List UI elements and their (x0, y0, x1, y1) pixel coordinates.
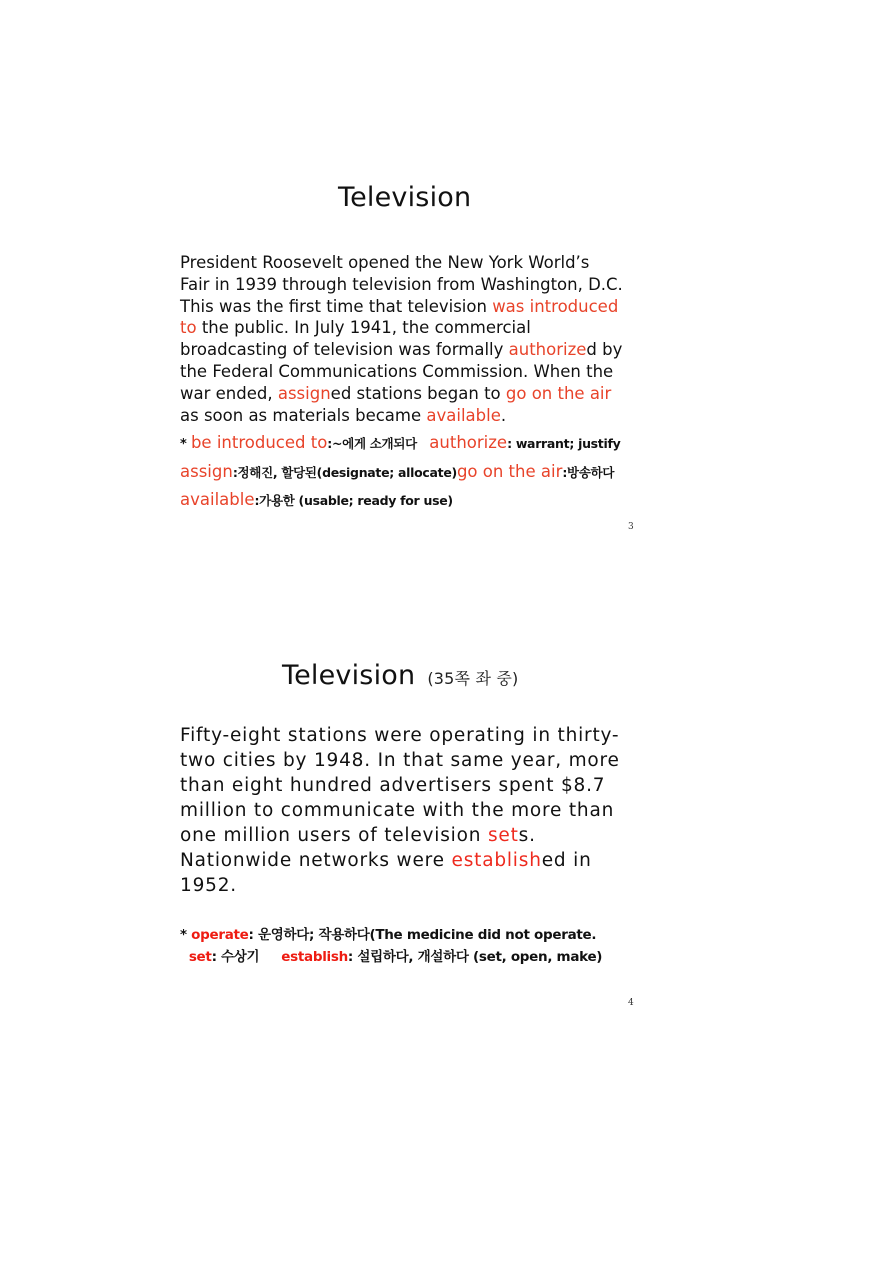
vocabulary-notes (180, 430, 660, 516)
body-line (180, 748, 650, 773)
body-text: Fifty-eight stations were operating in thirty- (180, 725, 620, 746)
vocab-line (180, 946, 660, 968)
slide-4 (0, 560, 893, 1262)
body-line (180, 798, 650, 823)
vocabulary-notes (180, 924, 660, 968)
body-line (180, 848, 650, 873)
highlighted-term: go on the air (505, 383, 612, 403)
highlighted-term: set (487, 825, 519, 846)
highlighted-term: was introduced (492, 296, 619, 316)
slide-body (180, 252, 640, 426)
body-text: the public. In July 1941, the commercial (196, 318, 531, 338)
highlighted-term: establish (451, 850, 542, 871)
bullet-star: * (180, 437, 187, 452)
body-text: President Roosevelt opened the New York World’s (180, 253, 590, 272)
vocab-definition: :~에게 소개되다 (327, 436, 417, 451)
slide-title: Television (338, 182, 472, 213)
vocab-term: establish (281, 949, 348, 965)
body-text: the Federal Communications Commission. When the (180, 361, 614, 381)
vocab-term: operate (191, 927, 249, 943)
body-text: million to communicate with the more than (180, 800, 615, 821)
body-text: s. (518, 825, 536, 846)
slide-body (180, 723, 650, 898)
body-line (180, 296, 640, 318)
vocab-definition: : warrant; justify (507, 436, 621, 451)
body-text: d by (586, 340, 623, 360)
highlighted-term: to (180, 318, 197, 338)
vocab-line (180, 459, 660, 488)
body-text: as soon as materials became (180, 405, 427, 425)
body-text: war ended, (180, 383, 278, 403)
body-line (180, 361, 640, 383)
body-line (180, 723, 650, 748)
vocab-definition: : 수상기 (211, 949, 260, 965)
body-line (180, 383, 640, 405)
body-line (180, 252, 640, 274)
vocab-definition: :가용한 (usable; ready for use) (254, 493, 453, 508)
vocab-line (180, 924, 660, 946)
vocab-term: go on the air (456, 461, 563, 481)
body-text: one million users of television (180, 825, 488, 846)
bullet-star: * (180, 927, 192, 943)
vocab-term: authorize (429, 433, 508, 452)
body-text: than eight hundred advertisers spent $8.7 (180, 775, 606, 796)
slide-title (282, 660, 519, 691)
slide-subtitle: (35쪽 좌 중) (427, 669, 519, 688)
vocab-definition: :방송하다 (562, 464, 615, 480)
vocab-term: assign (180, 461, 233, 481)
body-text: 1952. (180, 875, 237, 896)
vocab-term: available (180, 490, 255, 509)
body-line (180, 823, 650, 848)
highlighted-term: available (426, 405, 501, 425)
highlighted-term: authorize (508, 340, 587, 360)
body-text: This was the first time that television (180, 296, 493, 316)
body-text: Nationwide networks were (180, 850, 452, 871)
body-line (180, 873, 650, 898)
slide-title-text: Television (282, 660, 416, 691)
highlighted-term: assign (277, 383, 331, 403)
slide-3 (0, 0, 893, 560)
body-text: . (500, 405, 507, 425)
body-line (180, 274, 640, 296)
vocab-term: set (188, 949, 212, 965)
body-text: Fair in 1939 through television from Washington, D.C. (180, 274, 623, 294)
page-number: 3 (628, 522, 634, 532)
vocab-definition: : 운영하다; 작용하다(The medicine did not operate. (248, 927, 597, 943)
body-text: ed stations began to (330, 383, 506, 403)
vocab-definition: :정해진, 할당된(designate; allocate) (232, 464, 457, 480)
vocab-definition: : 설립하다, 개설하다 (set, open, make) (347, 949, 603, 965)
page-number: 4 (628, 998, 634, 1008)
body-line (180, 317, 640, 339)
vocab-line (180, 487, 660, 516)
body-text: broadcasting of television was formally (180, 340, 509, 360)
vocab-line (180, 430, 660, 459)
body-text: two cities by 1948. In that same year, more (180, 750, 620, 771)
body-line (180, 339, 640, 361)
vocab-term: be introduced to (190, 433, 328, 452)
body-line (180, 405, 640, 427)
body-line (180, 773, 650, 798)
body-text: ed in (541, 850, 592, 871)
